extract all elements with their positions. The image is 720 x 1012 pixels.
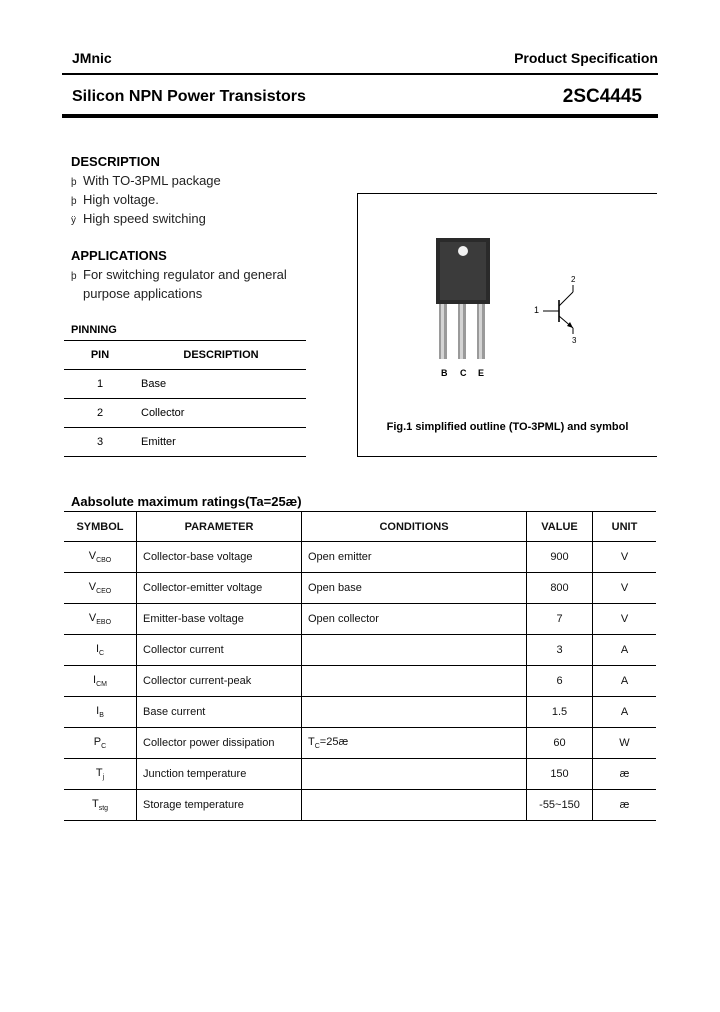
symbol-subscript: j xyxy=(102,774,105,782)
condition-subscript: C xyxy=(314,743,320,751)
symbol-subscript: stg xyxy=(98,805,109,813)
emitter-arrow-icon xyxy=(567,322,573,328)
pin-letter-b: B xyxy=(441,368,448,378)
col-symbol: SYMBOL xyxy=(64,512,137,542)
symbol-letter: I xyxy=(95,642,99,655)
parameter-cell: Collector-base voltage xyxy=(137,542,302,573)
parameter-cell: Junction temperature xyxy=(137,759,302,790)
applications-heading: APPLICATIONS xyxy=(71,248,167,263)
symbol-cell xyxy=(64,697,137,728)
condition-text: Open base xyxy=(308,582,362,594)
table-row xyxy=(64,370,306,399)
symbol-cell xyxy=(64,604,137,635)
figure-box xyxy=(357,193,657,457)
table-row xyxy=(64,635,656,666)
value-cell: 800 xyxy=(527,573,593,604)
description-text: High voltage. xyxy=(83,192,159,207)
pin-number: 3 xyxy=(64,428,136,457)
ratings-heading: Aabsolute maximum ratings(Ta=25æ) xyxy=(71,494,302,509)
table-row xyxy=(64,728,656,759)
table-row xyxy=(64,790,656,821)
value-cell: 150 xyxy=(527,759,593,790)
applications-text: For switching regulator and general xyxy=(83,267,287,282)
lead-highlight xyxy=(460,304,463,359)
condition-cell xyxy=(302,604,527,635)
symbol-pin-3: 3 xyxy=(572,336,577,345)
symbol-cell xyxy=(64,542,137,573)
description-heading: DESCRIPTION xyxy=(71,154,160,169)
col-parameter: PARAMETER xyxy=(137,512,302,542)
pin-number: 2 xyxy=(64,399,136,428)
parameter-cell: Collector-emitter voltage xyxy=(137,573,302,604)
table-row xyxy=(64,604,656,635)
unit-cell: A xyxy=(593,666,657,697)
symbol-cell xyxy=(64,759,137,790)
parameter-cell: Base current xyxy=(137,697,302,728)
part-number: 2SC4445 xyxy=(562,86,642,107)
symbol-subscript: CBO xyxy=(96,557,112,565)
table-header-row xyxy=(64,341,306,370)
unit-cell: V xyxy=(593,542,657,573)
header-rule xyxy=(62,73,658,75)
symbol-letter: V xyxy=(88,611,97,624)
condition-cell xyxy=(302,542,527,573)
pin-description: Base xyxy=(136,370,306,399)
package-outline-icon xyxy=(428,234,498,374)
unit-cell: A xyxy=(593,635,657,666)
description-item xyxy=(71,192,159,207)
symbol-subscript: CEO xyxy=(96,588,112,596)
condition-text: T xyxy=(308,735,315,748)
col-unit: UNIT xyxy=(593,512,657,542)
bullet-icon: ÿ xyxy=(71,215,76,226)
table-row xyxy=(64,759,656,790)
condition-cell xyxy=(302,697,527,728)
symbol-cell xyxy=(64,728,137,759)
condition-cell xyxy=(302,635,527,666)
symbol-cell xyxy=(64,666,137,697)
parameter-cell: Collector power dissipation xyxy=(137,728,302,759)
pin-number: 1 xyxy=(64,370,136,399)
value-cell: 60 xyxy=(527,728,593,759)
symbol-pin-1: 1 xyxy=(534,305,540,315)
condition-cell xyxy=(302,790,527,821)
value-cell: 7 xyxy=(527,604,593,635)
symbol-subscript: C xyxy=(99,650,105,658)
bullet-icon: þ xyxy=(71,177,77,188)
pinning-heading: PINNING xyxy=(71,324,117,336)
bullet-icon: þ xyxy=(71,196,77,207)
condition-text: Open collector xyxy=(308,613,379,625)
table-row xyxy=(64,542,656,573)
doc-type: Product Specification xyxy=(514,50,658,66)
value-cell: -55~150 xyxy=(527,790,593,821)
parameter-cell: Collector current-peak xyxy=(137,666,302,697)
table-row xyxy=(64,697,656,728)
description-text: With TO-3PML package xyxy=(83,173,221,188)
symbol-letter: T xyxy=(91,797,99,810)
value-cell: 1.5 xyxy=(527,697,593,728)
unit-cell: V xyxy=(593,573,657,604)
unit-cell: A xyxy=(593,697,657,728)
condition-cell xyxy=(302,573,527,604)
pin-letter-c: C xyxy=(460,368,467,378)
ratings-table xyxy=(64,511,656,821)
col-value: VALUE xyxy=(527,512,593,542)
pin-letter-e: E xyxy=(478,368,485,378)
symbol-pin-2: 2 xyxy=(571,275,576,284)
condition-cell xyxy=(302,666,527,697)
col-conditions: CONDITIONS xyxy=(302,512,527,542)
symbol-letter: V xyxy=(88,580,97,593)
condition-cell xyxy=(302,759,527,790)
value-cell: 900 xyxy=(527,542,593,573)
table-header-row xyxy=(64,512,656,542)
condition-tail: =25æ xyxy=(319,735,349,748)
condition-cell xyxy=(302,728,527,759)
symbol-letter: V xyxy=(88,549,97,562)
table-row xyxy=(64,573,656,604)
description-item xyxy=(71,173,221,188)
symbol-subscript: C xyxy=(101,743,107,751)
table-row xyxy=(64,399,306,428)
figure-caption: Fig.1 simplified outline (TO-3PML) and symbol xyxy=(386,421,629,433)
pin-description: Collector xyxy=(136,399,306,428)
symbol-cell xyxy=(64,635,137,666)
symbol-letter: I xyxy=(93,673,97,686)
lead-highlight xyxy=(479,304,482,359)
page-title: Silicon NPN Power Transistors xyxy=(72,88,306,105)
value-cell: 6 xyxy=(527,666,593,697)
description-item xyxy=(71,211,206,226)
bullet-icon: þ xyxy=(71,271,77,282)
symbol-letter: T xyxy=(95,766,103,779)
mounting-hole xyxy=(458,246,468,256)
pin-description: Emitter xyxy=(136,428,306,457)
table-row xyxy=(64,428,306,457)
table-row xyxy=(64,666,656,697)
applications-item xyxy=(71,267,287,282)
ratings-body xyxy=(64,542,656,821)
col-description: DESCRIPTION xyxy=(136,341,306,370)
symbol-subscript: B xyxy=(99,712,104,720)
col-pin: PIN xyxy=(64,341,136,370)
brand-name: JMnic xyxy=(72,50,112,66)
parameter-cell: Emitter-base voltage xyxy=(137,604,302,635)
npn-transistor-symbol-icon xyxy=(543,284,583,334)
parameter-cell: Collector current xyxy=(137,635,302,666)
unit-cell: V xyxy=(593,604,657,635)
symbol-cell xyxy=(64,573,137,604)
symbol-cell xyxy=(64,790,137,821)
unit-cell: æ xyxy=(593,759,657,790)
symbol-subscript: EBO xyxy=(96,619,112,627)
title-rule xyxy=(62,114,658,118)
symbol-subscript: CM xyxy=(96,681,107,689)
parameter-cell: Storage temperature xyxy=(137,790,302,821)
symbol-letter: P xyxy=(93,735,102,748)
condition-text: Open emitter xyxy=(308,551,372,563)
unit-cell: æ xyxy=(593,790,657,821)
description-text: High speed switching xyxy=(83,211,206,226)
pinning-table xyxy=(64,340,306,457)
lead-highlight xyxy=(441,304,444,359)
collector-lead xyxy=(559,292,573,306)
unit-cell: W xyxy=(593,728,657,759)
symbol-letter: I xyxy=(96,704,100,717)
applications-text-cont: purpose applications xyxy=(83,286,203,301)
value-cell: 3 xyxy=(527,635,593,666)
